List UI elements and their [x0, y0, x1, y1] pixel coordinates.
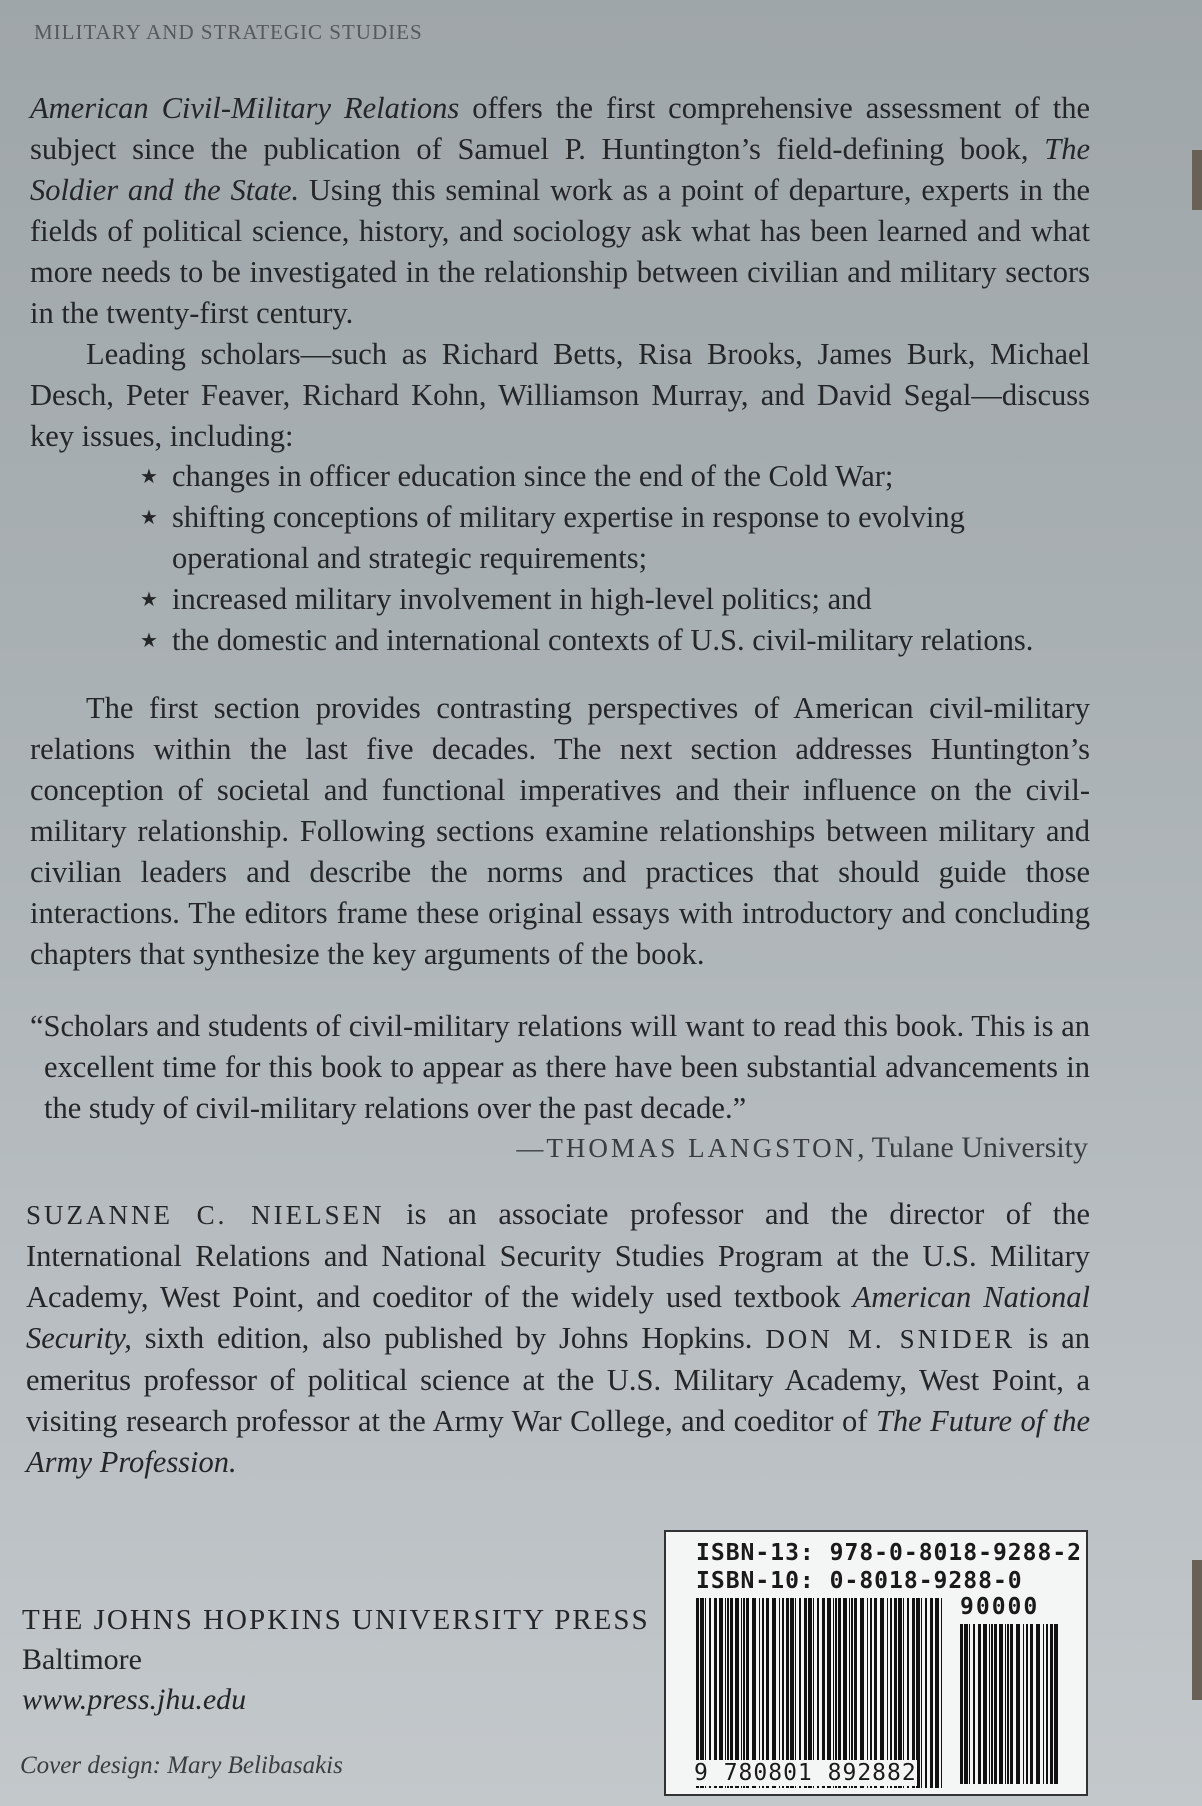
paragraph1-text-a: offers the first comprehensive assessment of the subject since the publication of Samuel P. Huntington’s field-defining book, [30, 91, 1090, 166]
barcode-bar [973, 1624, 975, 1784]
barcode-bar [1026, 1624, 1028, 1784]
barcode-bar [1030, 1624, 1033, 1784]
paragraph1-text-b: Using this seminal work as a point of departure, experts in the fields of political science, history, and sociology ask what has been learned and what more needs to be investigated in the relationship between civilian and military sectors in the twenty-first century. [30, 173, 1090, 330]
barcode-bar [930, 1598, 933, 1788]
barcode-bar [1016, 1624, 1020, 1784]
barcode-bar [983, 1624, 987, 1784]
review-quote: “Scholars and students of civil-military relations will want to read this book. This is an excellent time for this book to appear as there have been substantial advancements in the study of civil-military relations over the past decade.” [30, 1009, 1090, 1125]
list-item: ★ increased military involvement in high-level politics; and [140, 579, 1100, 620]
barcode-bar [999, 1624, 1003, 1784]
barcode-bar [960, 1624, 963, 1784]
star-bullet-icon: ★ [140, 628, 158, 652]
barcode-bar [1050, 1624, 1053, 1784]
barcode-bar [964, 1624, 968, 1784]
publisher-block [22, 1600, 650, 1720]
publisher-city: Baltimore [22, 1643, 142, 1676]
cover-edge-mark [1192, 1560, 1202, 1700]
publisher-url: www.press.jhu.edu [22, 1683, 247, 1716]
barcode-bar [921, 1598, 922, 1788]
barcode-bar [1054, 1624, 1058, 1784]
description-paragraph-2: Leading scholars—such as Richard Betts, Risa Brooks, James Burk, Michael Desch, Peter Feaver, Richard Kohn, Williamson Murray, and David Segal—discuss key issues, including: [30, 337, 1090, 453]
title-italic: American Civil-Military Relations [30, 91, 460, 125]
barcode-bar [935, 1598, 939, 1788]
isbn-13: ISBN-13: 978-0-8018-9288-2 [696, 1540, 1083, 1566]
key-issues-list [140, 456, 1100, 661]
series-label: MILITARY AND STRATEGIC STUDIES [34, 20, 423, 44]
editor-name-1: SUZANNE C. NIELSEN [26, 1200, 385, 1230]
publisher-name: THE JOHNS HOPKINS UNIVERSITY PRESS [22, 1604, 650, 1636]
barcode-bar [941, 1598, 942, 1788]
barcode-bar [978, 1624, 981, 1784]
description-paragraph-1 [30, 88, 1090, 334]
book-title-italic: The Future of the Army Profession. [26, 1404, 1090, 1479]
barcode-bar [925, 1598, 927, 1788]
price-barcode [960, 1624, 1060, 1784]
barcode-bar [991, 1624, 993, 1784]
barcode-bar [969, 1624, 970, 1784]
list-item: ★ the domestic and international contexts of U.S. civil-military relations. [140, 620, 1100, 661]
editor-name-2: DON M. SNIDER [765, 1324, 1016, 1354]
book-title-italic: The Soldier and the State. [30, 132, 1090, 207]
book-title-italic: American National Security, [26, 1280, 1090, 1355]
editors-bio: SUZANNE C. NIELSEN is an associate professor and the director of the International Relations and National Security Studies Program at the U.S. Military Academy, West Point, and coeditor of the widely used textbook American National Security, sixth edition, also published by Johns Hopkins. DON M. SNIDER is an emeritus professor of political science at the U.S. Military Academy, West Point, a visiting research professor at the Army War College, and coeditor of The Future of the Army Profession. [26, 1197, 1090, 1479]
barcode-bar [1005, 1624, 1006, 1784]
barcode-bar [1046, 1624, 1048, 1784]
barcode-bar [1023, 1624, 1024, 1784]
reviewer-name: —THOMAS LANGSTON [516, 1133, 858, 1163]
ean-number: 9 780801 892882 [694, 1760, 917, 1786]
cover-edge-mark [1192, 150, 1202, 210]
star-bullet-icon: ★ [140, 505, 158, 529]
barcode-bar [1043, 1624, 1044, 1784]
description-paragraph-3: The first section provides contrasting perspectives of American civil-military relations within the last five decades. The next section addresses Huntington’s conception of societal and functional imperatives and their influence on the civil-military relationship. Following sections examine relationships between military and civilian leaders and describe the norms and practices that should guide those interactions. The editors frame these original essays with introductory and concluding chapters that synthesize the key arguments of the book. [30, 691, 1090, 971]
barcode-bar [1036, 1624, 1040, 1784]
reviewer-affiliation: , Tulane University [857, 1131, 1088, 1164]
barcode-bar [989, 1624, 990, 1784]
barcode-panel [664, 1530, 1088, 1796]
list-item: ★ shifting conceptions of military expertise in response to evolving operational and strategic requirements; [140, 497, 1100, 579]
isbn-10: ISBN-10: 0-8018-9288-0 [696, 1568, 1023, 1594]
cover-design-credit: Cover design: Mary Belibasakis [20, 1752, 343, 1779]
barcode-bar [1007, 1624, 1009, 1784]
quote-attribution [516, 1131, 1088, 1165]
star-bullet-icon: ★ [140, 464, 158, 488]
price-code: 90000 [960, 1594, 1040, 1620]
list-item: ★ changes in officer education since the end of the Cold War; [140, 456, 1100, 497]
barcode-bar [994, 1624, 997, 1784]
star-bullet-icon: ★ [140, 587, 158, 611]
barcode-bar [1010, 1624, 1013, 1784]
